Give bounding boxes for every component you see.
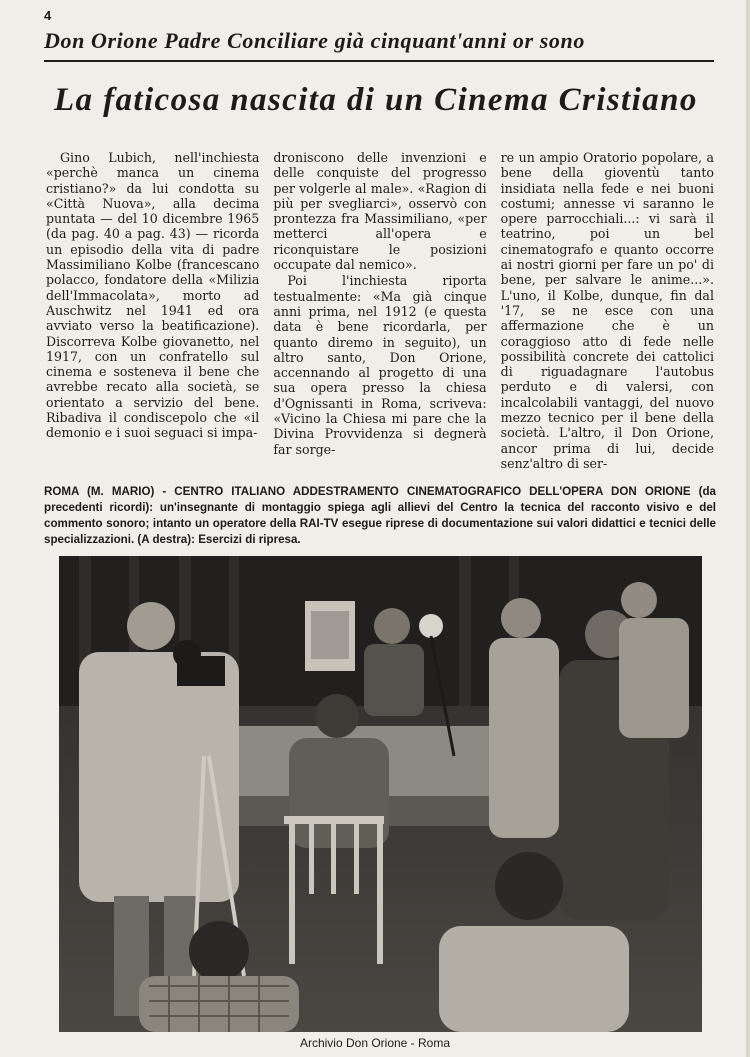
paragraph: droniscono delle invenzioni e delle conquiste del progresso per volgerle al male». «Ragion di più per svegliarci», osservò con prontezza fra Massimiliano, «per metterci all'opera e riconquistare le posizioni occupate dal nemico». <box>273 150 487 273</box>
archive-label: Archivio Don Orione - Roma <box>299 1036 451 1050</box>
article-title: La faticosa nascita di un Cinema Cristiano <box>54 82 698 118</box>
article-body <box>46 150 714 471</box>
article-column-2 <box>273 150 486 458</box>
page-number: 4 <box>44 8 52 23</box>
header-rule <box>44 60 714 62</box>
page-edge <box>746 0 750 1057</box>
article-column-3 <box>500 150 714 471</box>
paragraph: Poi l'inchiesta riporta testualmente: «Ma già cinque anni prima, nel 1912 (e questa data è bene ricordarla, per quanto diremo in seguito), un altro santo, Don Orione, accennando al progetto di una sua opera presso la chiesa d'Ognissanti in Roma, scriveva: «Vicino la Chiesa mi pare che la Divina Provvidenza si degnerà far sorge- <box>273 273 487 457</box>
paragraph: Gino Lubich, nell'inchiesta «perchè manca un cinema cristiano?» da lui condotta su «Città Nuova», alla decima puntata — del 10 dicembre 1965 (da pag. 40 a pag. 43) — ricorda un episodio della vita di padre Massimiliano Kolbe (francescano polacco, fondatore della «Milizia dell'Immacolata», morto ad Auschwitz nel 1941 ed ora avviato verso la beatificazione). Discorreva Kolbe giovanetto, nel 1917, con un confratello sul cinema e sosteneva il bene che avrebbe recato alla società, se orientato a servizio del bene. Ribadiva il condiscepolo che «il demonio e i suoi seguaci si impa- <box>46 150 260 441</box>
photograph <box>59 556 702 1032</box>
article-column-1 <box>46 150 259 458</box>
paragraph: re un ampio Oratorio popolare, a bene della gioventù tanto insidiata nella fede e nei buoni costumi; annesse vi saranno le opere parrocchiali...: vi sarà il teatrino, poi un bel cinematografo e quanto occorre ai nostri giorni per fare un po' di bene, per salvare le anime...». L'uno, il Kolbe, dunque, fin dal '17, se ne esce con una affermazione che è un coraggioso atto di fede nelle possibilità concrete dei cattolici di riguadagnare l'autobus perduto e di valersi, con incalcolabili vantaggi, del nuovo mezzo tecnico per il bene della società. L'altro, il Don Orione, ancor prima di lui, decide senz'altro di ser- <box>500 150 714 471</box>
photo-caption: ROMA (M. MARIO) - CENTRO ITALIANO ADDESTRAMENTO CINEMATOGRAFICO DELL'OPERA DON ORIONE (da precedenti ricordi): un'insegnante di montaggio spiega agli allievi del Centro la tecnica del racconto visivo e del commento sonoro; intanto un operatore della RAI-TV esegue riprese di documentazione sui valori didattici e tecnici delle specializzazioni. (A destra): Esercizi di ripresa. <box>44 485 716 546</box>
photo-illustration <box>59 556 702 1032</box>
running-head: Don Orione Padre Conciliare già cinquant'anni or sono <box>44 28 585 53</box>
